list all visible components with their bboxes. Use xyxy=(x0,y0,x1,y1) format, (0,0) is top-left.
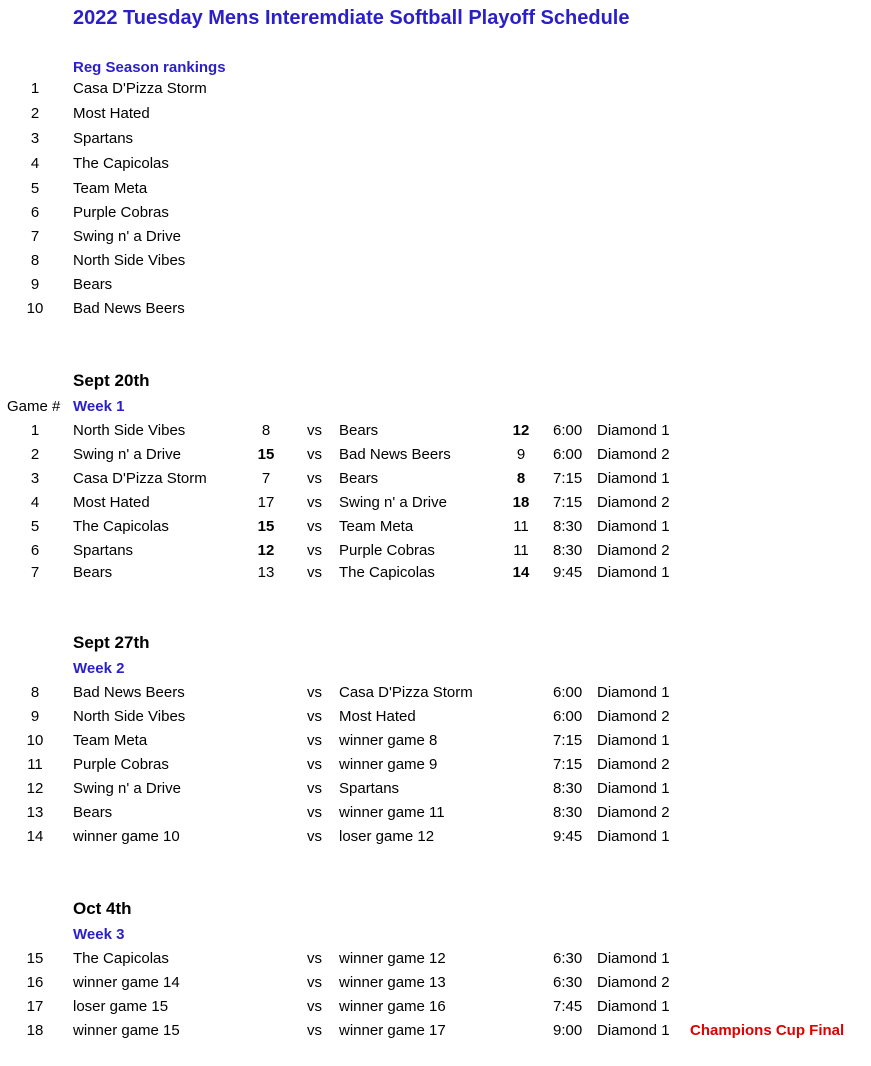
home-score: 15 xyxy=(257,446,275,463)
away-team: winner game 11 xyxy=(339,804,445,821)
game-diamond: Diamond 2 xyxy=(597,756,670,773)
game-diamond: Diamond 1 xyxy=(597,950,670,967)
home-team: Swing n' a Drive xyxy=(73,446,181,463)
vs-label: vs xyxy=(307,684,322,701)
away-team: winner game 17 xyxy=(339,1022,446,1039)
home-team: Purple Cobras xyxy=(73,756,169,773)
vs-label: vs xyxy=(307,756,322,773)
ranking-team: Bears xyxy=(73,276,113,293)
game-number: 2 xyxy=(30,446,40,463)
game-number: 3 xyxy=(30,470,40,487)
game-diamond: Diamond 1 xyxy=(597,828,670,845)
ranking-team: Team Meta xyxy=(73,180,148,197)
game-number: 13 xyxy=(26,804,44,821)
game-diamond: Diamond 1 xyxy=(597,470,670,487)
home-score: 8 xyxy=(261,422,271,439)
game-number: 7 xyxy=(30,564,40,581)
rankings-heading: Reg Season rankings xyxy=(73,59,226,76)
game-time: 6:00 xyxy=(553,446,583,463)
home-team: winner game 14 xyxy=(73,974,180,991)
game-number: 11 xyxy=(27,756,43,773)
game-time: 6:00 xyxy=(553,708,583,725)
ranking-number: 8 xyxy=(30,252,40,269)
game-diamond: Diamond 1 xyxy=(597,780,670,797)
game-diamond: Diamond 1 xyxy=(597,1022,670,1039)
home-team: Bad News Beers xyxy=(73,684,185,701)
ranking-team: North Side Vibes xyxy=(73,252,186,269)
away-score: 12 xyxy=(512,422,530,439)
away-team: winner game 16 xyxy=(339,998,446,1015)
home-team: winner game 10 xyxy=(73,828,180,845)
away-team: Casa D'Pizza Storm xyxy=(339,684,473,701)
ranking-number: 5 xyxy=(30,180,40,197)
week-date: Sept 20th xyxy=(73,371,150,390)
away-team: loser game 12 xyxy=(339,828,435,845)
away-team: winner game 12 xyxy=(339,950,446,967)
home-team: loser game 15 xyxy=(73,998,169,1015)
game-number: 6 xyxy=(30,542,40,559)
away-team: Purple Cobras xyxy=(339,542,435,559)
vs-label: vs xyxy=(307,564,322,581)
ranking-team: Casa D'Pizza Storm xyxy=(73,80,207,97)
away-score: 9 xyxy=(516,446,526,463)
vs-label: vs xyxy=(307,804,322,821)
game-diamond: Diamond 1 xyxy=(597,564,670,581)
away-team: winner game 13 xyxy=(339,974,446,991)
game-diamond: Diamond 2 xyxy=(597,708,670,725)
home-team: Bears xyxy=(73,564,113,581)
away-team: winner game 8 xyxy=(339,732,438,749)
away-team: Most Hated xyxy=(339,708,416,725)
game-time: 6:00 xyxy=(553,684,583,701)
game-diamond: Diamond 2 xyxy=(597,446,670,463)
game-diamond: Diamond 2 xyxy=(597,974,670,991)
ranking-team: The Capicolas xyxy=(73,155,169,172)
home-team: Team Meta xyxy=(73,732,148,749)
game-number: 18 xyxy=(26,1022,44,1039)
away-team: Team Meta xyxy=(339,518,414,535)
game-time: 6:00 xyxy=(553,422,583,439)
game-diamond: Diamond 2 xyxy=(597,494,670,511)
game-diamond: Diamond 2 xyxy=(597,804,670,821)
game-time: 9:45 xyxy=(553,564,583,581)
game-time: 8:30 xyxy=(553,804,583,821)
home-score: 17 xyxy=(257,494,275,511)
game-number: 4 xyxy=(30,494,40,511)
game-number-header: Game # xyxy=(7,398,61,415)
away-team: Bad News Beers xyxy=(339,446,451,463)
away-team: Bears xyxy=(339,422,379,439)
page-title: 2022 Tuesday Mens Interemdiate Softball Playoff Schedule xyxy=(73,7,630,29)
game-number: 15 xyxy=(26,950,44,967)
away-score: 8 xyxy=(516,470,526,487)
vs-label: vs xyxy=(307,446,322,463)
ranking-number: 7 xyxy=(30,228,40,245)
ranking-team: Purple Cobras xyxy=(73,204,169,221)
game-time: 7:15 xyxy=(553,470,583,487)
game-diamond: Diamond 1 xyxy=(597,684,670,701)
vs-label: vs xyxy=(307,732,322,749)
vs-label: vs xyxy=(307,950,322,967)
ranking-team: Bad News Beers xyxy=(73,300,185,317)
game-number: 10 xyxy=(26,732,44,749)
game-time: 7:15 xyxy=(553,494,583,511)
game-number: 9 xyxy=(30,708,40,725)
game-diamond: Diamond 1 xyxy=(597,998,670,1015)
game-time: 7:15 xyxy=(553,732,583,749)
vs-label: vs xyxy=(307,998,322,1015)
week-label: Week 1 xyxy=(73,398,125,415)
vs-label: vs xyxy=(307,1022,322,1039)
ranking-team: Most Hated xyxy=(73,105,150,122)
home-score: 7 xyxy=(261,470,271,487)
vs-label: vs xyxy=(307,518,322,535)
game-number: 17 xyxy=(26,998,44,1015)
game-number: 14 xyxy=(26,828,44,845)
away-score: 18 xyxy=(512,494,530,511)
home-team: Most Hated xyxy=(73,494,150,511)
home-team: Casa D'Pizza Storm xyxy=(73,470,207,487)
home-score: 13 xyxy=(257,564,275,581)
vs-label: vs xyxy=(307,974,322,991)
away-team: Spartans xyxy=(339,780,400,797)
ranking-team: Swing n' a Drive xyxy=(73,228,181,245)
away-team: winner game 9 xyxy=(339,756,438,773)
ranking-number: 4 xyxy=(30,155,40,172)
away-team: The Capicolas xyxy=(339,564,435,581)
home-team: Spartans xyxy=(73,542,134,559)
home-team: Swing n' a Drive xyxy=(73,780,181,797)
week-date: Sept 27th xyxy=(73,633,150,652)
game-diamond: Diamond 1 xyxy=(597,422,670,439)
ranking-number: 1 xyxy=(30,80,40,97)
game-number: 5 xyxy=(30,518,40,535)
week-date: Oct 4th xyxy=(73,899,132,918)
home-score: 15 xyxy=(257,518,275,535)
game-number: 12 xyxy=(26,780,44,797)
away-team: Bears xyxy=(339,470,379,487)
vs-label: vs xyxy=(307,422,322,439)
vs-label: vs xyxy=(307,470,322,487)
game-number: 1 xyxy=(30,422,40,439)
away-score: 11 xyxy=(513,542,529,559)
game-number: 16 xyxy=(26,974,44,991)
vs-label: vs xyxy=(307,828,322,845)
ranking-team: Spartans xyxy=(73,130,134,147)
final-note: Champions Cup Final xyxy=(690,1022,845,1039)
game-time: 7:45 xyxy=(553,998,583,1015)
game-time: 8:30 xyxy=(553,780,583,797)
game-time: 9:00 xyxy=(553,1022,583,1039)
game-time: 9:45 xyxy=(553,828,583,845)
ranking-number: 10 xyxy=(26,300,44,317)
home-team: winner game 15 xyxy=(73,1022,180,1039)
game-diamond: Diamond 1 xyxy=(597,518,670,535)
home-team: Bears xyxy=(73,804,113,821)
game-time: 6:30 xyxy=(553,950,583,967)
home-team: The Capicolas xyxy=(73,518,169,535)
home-team: North Side Vibes xyxy=(73,708,186,725)
game-time: 7:15 xyxy=(553,756,583,773)
week-label: Week 2 xyxy=(73,660,125,677)
game-time: 8:30 xyxy=(553,518,583,535)
game-number: 8 xyxy=(30,684,40,701)
ranking-number: 3 xyxy=(30,130,40,147)
home-score: 12 xyxy=(257,542,275,559)
game-diamond: Diamond 2 xyxy=(597,542,670,559)
ranking-number: 6 xyxy=(30,204,40,221)
vs-label: vs xyxy=(307,780,322,797)
game-diamond: Diamond 1 xyxy=(597,732,670,749)
home-team: The Capicolas xyxy=(73,950,169,967)
week-label: Week 3 xyxy=(73,926,125,943)
vs-label: vs xyxy=(307,708,322,725)
game-time: 6:30 xyxy=(553,974,583,991)
game-time: 8:30 xyxy=(553,542,583,559)
away-score: 14 xyxy=(512,564,530,581)
away-score: 11 xyxy=(513,518,529,535)
away-team: Swing n' a Drive xyxy=(339,494,447,511)
vs-label: vs xyxy=(307,494,322,511)
vs-label: vs xyxy=(307,542,322,559)
home-team: North Side Vibes xyxy=(73,422,186,439)
ranking-number: 2 xyxy=(30,105,40,122)
ranking-number: 9 xyxy=(30,276,40,293)
